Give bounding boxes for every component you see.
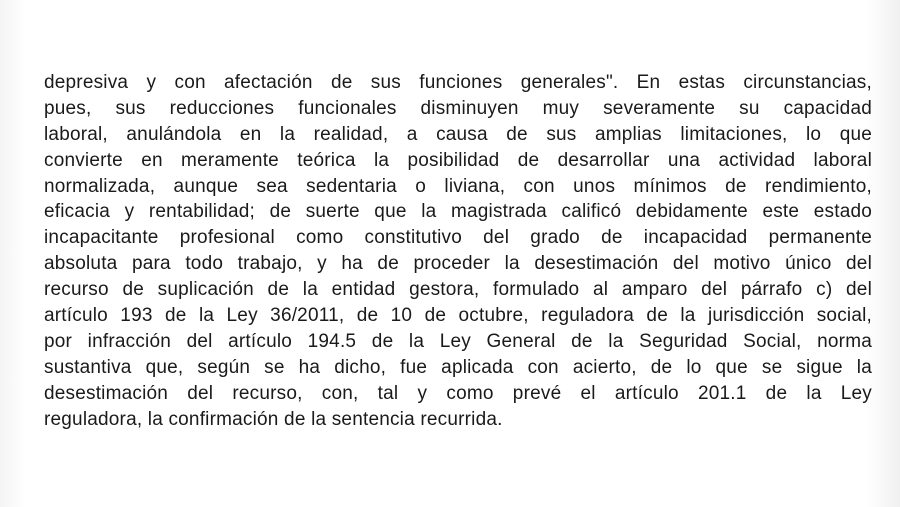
paragraph-line: reguladora, la confirmación de la sentencia recurrida. [44, 408, 503, 430]
paragraph-line: laboral, anulándola en la realidad, a causa de sus amplias limitaciones, lo que [44, 123, 872, 145]
paragraph-line: incapacitante profesional como constitutivo del grado de incapacidad permanente [44, 227, 872, 249]
paragraph-line: normalizada, aunque sea sedentaria o liviana, con unos mínimos de rendimiento, [44, 175, 872, 197]
paragraph-line: sustantiva que, según se ha dicho, fue aplicada con acierto, de lo que se sigue la [44, 356, 872, 378]
paragraph-line: depresiva y con afectación de sus funciones generales". En estas circunstancias, [44, 72, 872, 93]
paragraph-line: absoluta para todo trabajo, y ha de proceder la desestimación del motivo único del [44, 253, 872, 275]
paragraph-line: eficacia y rentabilidad; de suerte que la magistrada calificó debidamente este estado [44, 201, 872, 223]
paragraph-line: convierte en meramente teórica la posibilidad de desarrollar una actividad laboral [44, 149, 872, 171]
paragraph-line: desestimación del recurso, con, tal y como prevé el artículo 201.1 de la Ley [44, 382, 872, 404]
paragraph-line: artículo 193 de la Ley 36/2011, de 10 de octubre, reguladora de la jurisdicción social, [44, 305, 872, 327]
paragraph-line: pues, sus reducciones funcionales disminuyen muy severamente su capacidad [44, 97, 872, 119]
paragraph-line: recurso de suplicación de la entidad gestora, formulado al amparo del párrafo c) del [44, 279, 872, 301]
document-paragraph [44, 70, 872, 432]
paragraph-line: por infracción del artículo 194.5 de la Ley General de la Seguridad Social, norma [44, 330, 872, 352]
scan-edge-left [0, 0, 26, 507]
